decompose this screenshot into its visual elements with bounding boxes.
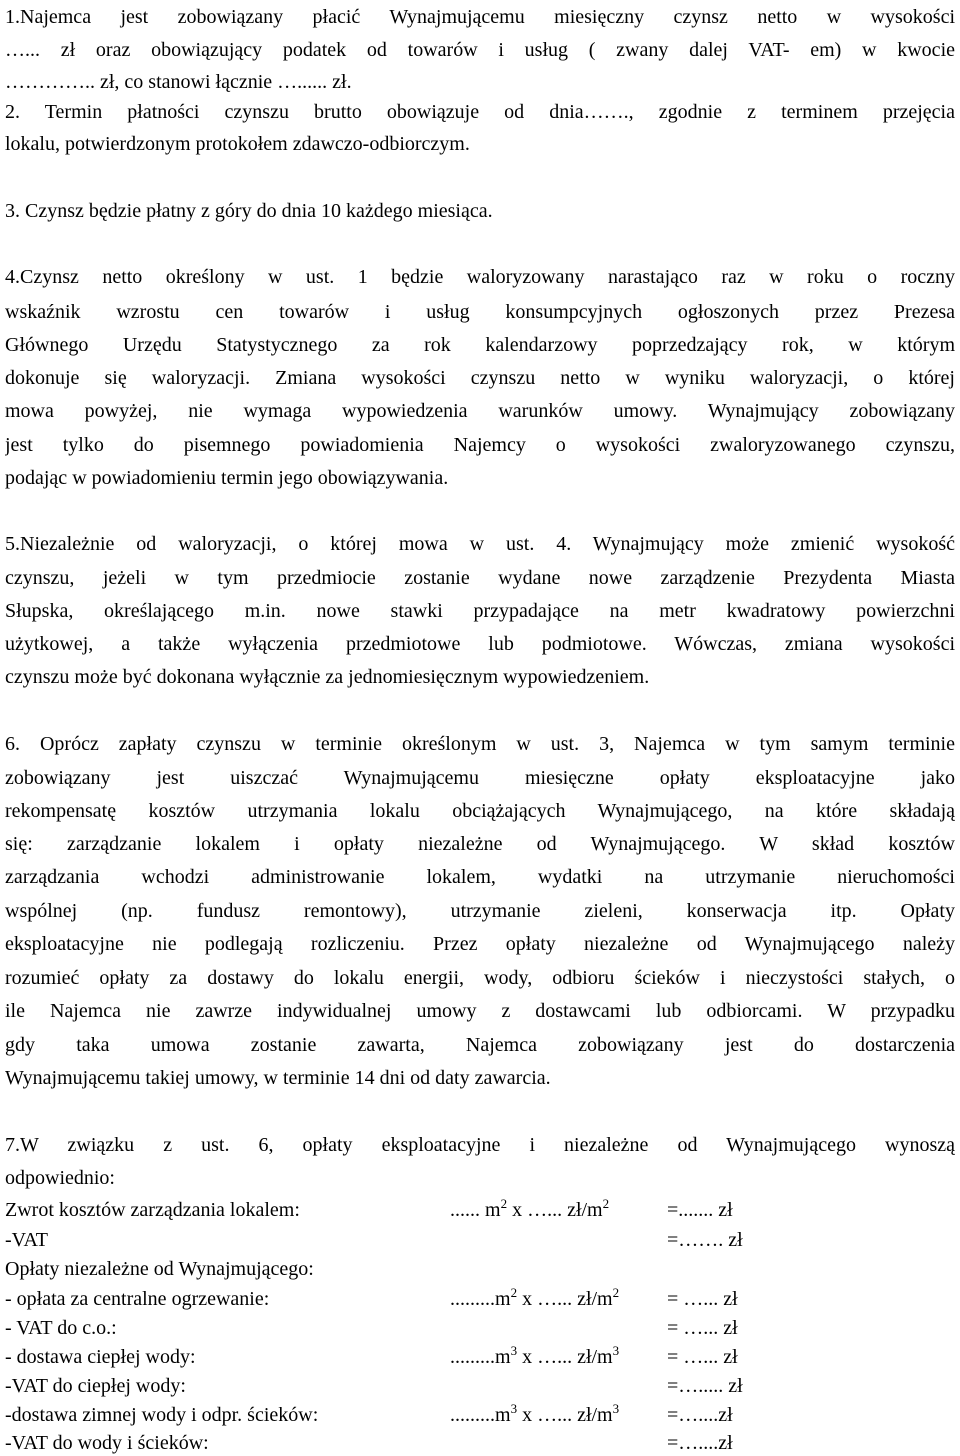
fee-calculation: $.........m^3$ x …... $zł/m^3$ bbox=[450, 1343, 620, 1368]
text-line: 6. Oprócz zapłaty czynszu w terminie określonym w ust. 3, Najemca w tym samym terminie bbox=[5, 733, 955, 755]
fee-label: - VAT do c.o.: bbox=[5, 1317, 117, 1339]
fee-result: = …... zł bbox=[667, 1317, 738, 1339]
fee-result: = …... zł bbox=[667, 1288, 738, 1310]
fee-result: =…....zł bbox=[667, 1404, 733, 1426]
fee-calculation: $.........m^2$ x …... $zł/m^2$ bbox=[450, 1285, 620, 1310]
text-line: ile Najemca nie zawrze indywidualnej umowy z dostawcami lub odbiorcami. W przypadku bbox=[5, 1000, 955, 1022]
text-line: rozumieć opłaty za dostawy do lokalu energii, wody, odbioru ścieków i nieczystości stałych, o bbox=[5, 967, 955, 989]
text-line: 1.Najemca jest zobowiązany płacić Wynajmującemu miesięczny czynsz netto w wysokości bbox=[5, 6, 955, 28]
fee-section-heading: Opłaty niezależne od Wynajmującego: bbox=[5, 1258, 314, 1280]
fee-label: Zwrot kosztów zarządzania lokalem: bbox=[5, 1199, 300, 1221]
text-line: czynszu, jeżeli w tym przedmiocie zostanie wydane nowe zarządzenie Prezydenta Miasta bbox=[5, 567, 955, 589]
fee-label: -VAT do ciepłej wody: bbox=[5, 1375, 186, 1397]
fee-label: -VAT bbox=[5, 1229, 48, 1251]
text-line: gdy taka umowa zostanie zawarta, Najemca zobowiązany jest do dostarczenia bbox=[5, 1034, 955, 1056]
text-line: …... zł oraz obowiązujący podatek od towarów i usług ( zwany dalej VAT- em) w kwocie bbox=[5, 39, 955, 61]
text-line: mowa powyżej, nie wymaga wypowiedzenia warunków umowy. Wynajmujący zobowiązany bbox=[5, 400, 955, 422]
fee-label: - opłata za centralne ogrzewanie: bbox=[5, 1288, 270, 1310]
text-line: 5.Niezależnie od waloryzacji, o której mowa w ust. 4. Wynajmujący może zmienić wysokość bbox=[5, 533, 955, 555]
text-line: 4.Czynsz netto określony w ust. 1 będzie waloryzowany narastająco raz w roku o roczny bbox=[5, 266, 955, 288]
text-line: Słupska, określającego m.in. nowe stawki przypadające na metr kwadratowy powierzchni bbox=[5, 600, 955, 622]
text-line: lokalu, potwierdzonym protokołem zdawczo-odbiorczym. bbox=[5, 133, 470, 155]
fee-label: -dostawa zimnej wody i odpr. ścieków: bbox=[5, 1404, 319, 1426]
text-line: odpowiednio: bbox=[5, 1167, 115, 1189]
text-line: 7.W związku z ust. 6, opłaty eksploatacyjne i niezależne od Wynajmującego wynoszą bbox=[5, 1134, 955, 1156]
text-line: ………….. zł, co stanowi łącznie …...... zł. bbox=[5, 71, 352, 93]
fee-result: =……. zł bbox=[667, 1229, 743, 1251]
fee-label: - dostawa ciepłej wody: bbox=[5, 1346, 196, 1368]
text-line: rekompensatę kosztów utrzymania lokalu obciążających Wynajmującego, na które składają bbox=[5, 800, 955, 822]
text-line: eksploatacyjne nie podlegają rozliczeniu. Przez opłaty niezależne od Wynajmującego należy bbox=[5, 933, 955, 955]
text-line: dokonuje się waloryzacji. Zmiana wysokości czynszu netto w wyniku waloryzacji, o której bbox=[5, 367, 955, 389]
text-line: się: zarządzanie lokalem i opłaty niezależne od Wynajmującego. W skład kosztów bbox=[5, 833, 955, 855]
text-line: podając w powiadomieniu termin jego obowiązywania. bbox=[5, 467, 449, 489]
text-line: Głównego Urzędu Statystycznego za rok kalendarzowy poprzedzający rok, w którym bbox=[5, 334, 955, 356]
text-line: jest tylko do pisemnego powiadomienia Najemcy o wysokości zwaloryzowanego czynszu, bbox=[5, 434, 955, 456]
text-line: Wynajmującemu takiej umowy, w terminie 14 dni od daty zawarcia. bbox=[5, 1067, 551, 1089]
text-line: użytkowej, a także wyłączenia przedmiotowe lub podmiotowe. Wówczas, zmiana wysokości bbox=[5, 633, 955, 655]
fee-calculation: ...... $m^2$ x …... $zł/m^2$ bbox=[450, 1196, 610, 1221]
fee-result: =....... zł bbox=[667, 1199, 733, 1221]
fee-result: = …... zł bbox=[667, 1346, 738, 1368]
text-line: zarządzania wchodzi administrowanie lokalem, wydatki na utrzymanie nieruchomości bbox=[5, 866, 955, 888]
text-line: 2. Termin płatności czynszu brutto obowiązuje od dnia……., zgodnie z terminem przejęcia bbox=[5, 101, 955, 123]
text-line: wskaźnik wzrostu cen towarów i usług konsumpcyjnych ogłoszonych przez Prezesa bbox=[5, 301, 955, 323]
text-line: 3. Czynsz będzie płatny z góry do dnia 10 każdego miesiąca. bbox=[5, 200, 493, 222]
text-line: czynszu może być dokonana wyłącznie za jednomiesięcznym wypowiedzeniem. bbox=[5, 666, 650, 688]
fee-result: =…..... zł bbox=[667, 1375, 743, 1397]
fee-calculation: $.........m^3$ x …... $zł/m^3$ bbox=[450, 1401, 620, 1426]
text-line: zobowiązany jest uiszczać Wynajmującemu miesięczne opłaty eksploatacyjne jako bbox=[5, 767, 955, 789]
fee-result: =…....zł bbox=[667, 1432, 733, 1454]
fee-label: -VAT do wody i ścieków: bbox=[5, 1432, 209, 1454]
text-line: wspólnej (np. fundusz remontowy), utrzymanie zieleni, konserwacja itp. Opłaty bbox=[5, 900, 955, 922]
